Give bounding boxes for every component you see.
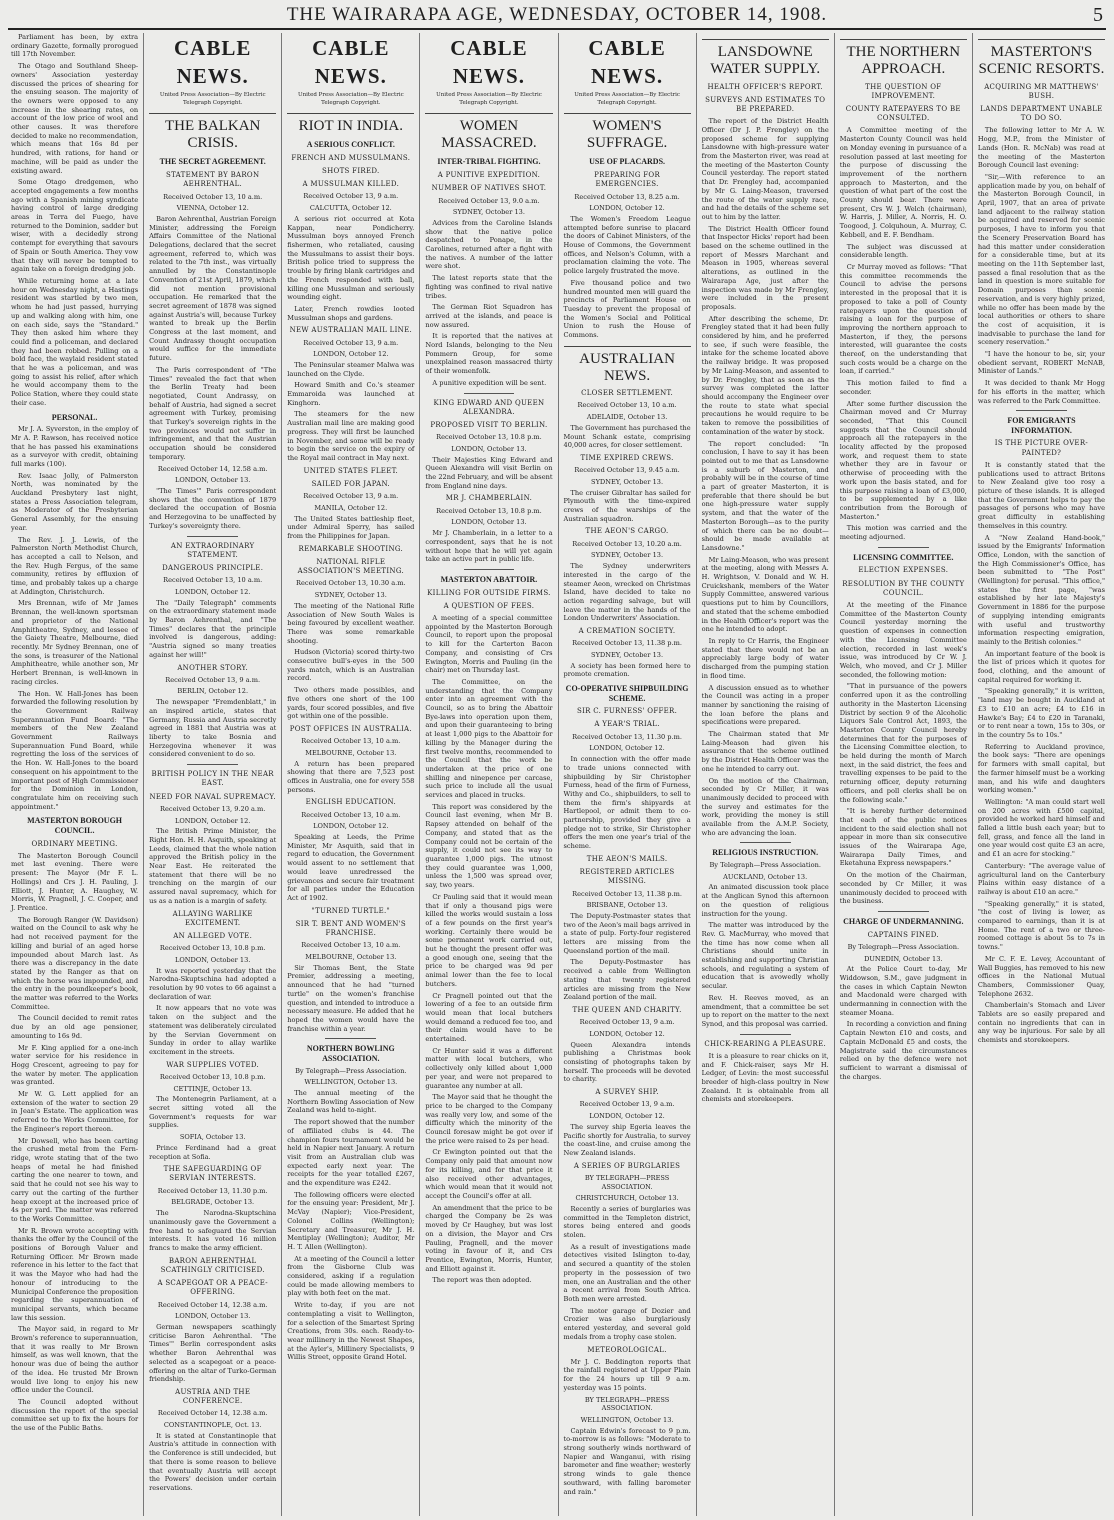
sub-heading: DANGEROUS PRINCIPLE.: [162, 563, 264, 572]
credit-line: United Press Association—By Electric Telegraph Copyright.: [436, 92, 542, 106]
paragraph: At a meeting of the Council a letter from the Gisborne Club was considered, asking if a regulation could be made allowing members to play with both feet on the mat.: [287, 1254, 415, 1298]
sub-heading: STATEMENT BY BARON AEHRENTHAL.: [165, 171, 260, 189]
advert-heading: CHICK-REARING A PLEASURE.: [704, 1039, 827, 1048]
columns: [6, 33, 1110, 1516]
paragraph: Five thousand police and two hundred mounted men will guard the precincts of Parliament House on Tuesday to prevent the proposal of the Women's Social and Political Union to rush the House of Commons.: [563, 278, 691, 340]
paragraph: Cr Ewington pointed out that the Company only paid that amount now for its killing, and for that price it also received other advantages, which would mean that it would not accept the Council's offer at all.: [425, 1148, 553, 1200]
paragraph: In connection with the offer made to trade unions connected with shipbuilding by Sir Christopher Furness, head of the firm of Furness, Withy and Co., shipbuilders, to sell to them the firm's shipyards at Hartlepool, or admit them to co-partnership, provided they give a pledge not to strike, Sir Christopher offers the men one year's trial of the scheme.: [563, 755, 691, 851]
paragraph: The Women's Freedom League attempted before sunrise to placard the doors of Cabinet Ministers, of the House of Commons, the Government offices, and Nelson's Column, with a proclamation claiming the vote. The police largely frustrated the move.: [563, 214, 691, 276]
paragraph: A discussion ensued as to whether the Council was acting in a proper manner by sanctioning the raising of the loan before the plans and specifications were prepared.: [701, 683, 829, 727]
dateline: Received October 13, 10 a.m.: [301, 737, 401, 746]
paragraph: The Mayor said that he thought the price to be charged to the Company was really very low, and some of the difficulty which the minority of the Council foresaw might be got over if the price were raised to 2s per head.: [425, 1093, 553, 1145]
paragraph: The Chairman stated that Mr Laing-Meason had given his assurance that the scheme outlined by the District Health Officer was the one he intended to carry out.: [701, 730, 829, 773]
sub-heading: ANOTHER STORY.: [177, 663, 249, 672]
paragraph: "Speaking generally," it is stated, "the cost of living is lower, as compared to earnings, than it is at Home. The rent of a two or three-roomed cottage is about 5s to 7s in towns.": [977, 899, 1105, 952]
paragraph: The German Riot Squadron has arrived at the islands, and peace is now assured.: [425, 303, 553, 329]
column-1: [6, 33, 143, 1516]
dateline: CETTINJE, October 13.: [173, 1084, 252, 1093]
paragraph: Cr Hunter said it was a different matter with local butchers, who collectively only killed about 1,000 per year, and were not prepared to guarantee any number at all.: [425, 1046, 553, 1090]
paragraph: Sir Thomas Bent, the State Premier, addressing a meeting, announced that he had "turned turtle" on the women's franchise question, and intended to introduce a necessary measure. He added that he hoped the women would have the franchise within a year.: [287, 963, 415, 1033]
paragraph: Their Majesties King Edward and Queen Alexandra will visit Berlin on the 22nd February, and will be absent from England nine days.: [425, 455, 553, 490]
paragraph: Mr Dowsell, who has been carting the crushed metal from the Fern-ridge, wrote stating that of the two heaps of metal he had finished carting the one nearer to town, and said that he could not see his way to carry out the carting of the further heap except at the increased price of 4s per yard. The matter was referred to the Works Committee.: [11, 1136, 139, 1223]
sub-heading: THE QUEEN AND CHARITY.: [572, 1006, 682, 1014]
dateline: Received October 13, 10.30 a.m.: [296, 579, 406, 588]
masthead-title: THE WAIRARAPA AGE, WEDNESDAY, OCTOBER 14, 1908.: [286, 4, 828, 25]
dateline: LONDON, October 12.: [589, 204, 665, 213]
paragraph: Some Otago dredgemen, who accepted engagements a few months ago with a Spanish mining syndicate having control of large dredging areas in Terra del Fuego, have returned to the Dominion, sadder but wiser, with a decidedly strong contempt for everything that savours of Spain or South America. They vow that they will never be tempted to again take on a foreign dredging job.: [11, 178, 139, 274]
paragraph: A punitive expedition will be sent.: [432, 378, 547, 387]
dateline: BERLIN, October 12.: [177, 687, 249, 696]
paragraph: Recently a series of burglaries was committed in the Templeton district, stores being entered and goods stolen.: [563, 1204, 691, 1240]
divider: [325, 1038, 376, 1039]
column-header: CABLE NEWS.: [174, 36, 252, 88]
paragraph: Cr Pragnell pointed out that the lowering of a fee to an outside firm would mean that local butchers would demand a reduced fee too, and their claim would have to be entertained.: [425, 991, 553, 1044]
dateline: SYDNEY, October 13.: [591, 650, 664, 659]
dateline: Received October 13, 10 a.m.: [163, 192, 263, 201]
paragraph: After some further discussion the Chairman moved and Cr Murray seconded, "That this Council suggests that the Council should approach all the ratepayers in the locality affected by the proposed work, and request them to state whether they are in favour or otherwise of proceeding with the work upon the basis stated, and for this purpose raising a loan of £3,000, to be supplemented by a like contribution from the Borough of Masterton.": [839, 399, 967, 521]
dateline: Received October 13, 10.20 a.m.: [572, 539, 682, 548]
paragraph: "That in pursuance of the powers conferred upon it as the controlling authority in the Masterton Licensing District by section 9 of the Alcoholic Liquors Sale Control Act, 1893, the Masterton County Council hereby determines that for the purposes of the Licensing Committee election, to be held during the month of March next, in the said district, the fees and travelling expenses to be paid to the returning officer, deputy returning officers, and poll clerks shall be on the following scale.": [839, 682, 967, 804]
paragraph: Mr C. F. E. Levey, Accountant of Wall Buggies, has removed to his new offices in the National Mutual Chambers, Commissioner Quay, Telephone 2632.: [977, 954, 1105, 998]
sub-heading: LANDS DEPARTMENT UNABLE TO DO SO.: [980, 104, 1103, 123]
paragraph: The District Health Officer found that Inspector Hicks' report had been based on the scheme outlined in the report of Messrs Marchant and Meason in 1905, whereas several alterations, as outlined in the Wairarapa Age, just after the inspection was made by Mr Frengley, were included in the present proposals.: [701, 224, 829, 311]
paragraph: Mr J. C. Beddington reports that the rainfall registered at Upper Plain for the 24 hours up till 9 a.m. yesterday was 15 points.: [563, 1357, 691, 1392]
paragraph: An important feature of the book is the list of prices which it quotes for food, clothing, and the amount of capital required for working it.: [977, 649, 1105, 684]
sub-heading: A SURVEY SHIP.: [595, 1088, 659, 1097]
paragraph: Rev. H. Reeves moved, as an amendment, that a committee be set up to report on the matter to the next Synod, and this proposal was carried.: [701, 993, 829, 1028]
paragraph: The Borough Ranger (W. Davidson) waited on the Council to ask why he had not received payment for the killing and burial of an aged horse impounded about March last. As there was a discrepancy in the date stated by the Ranger as that on which the horse was impounded, and the entry in the poundkeeper's book, the matter was referred to the Works Committee.: [11, 915, 139, 1011]
dateline: Received October 13, 9 a.m.: [165, 675, 261, 684]
credit-line: United Press Association—By Electric Telegraph Copyright.: [159, 92, 266, 106]
dateline: MELBOURNE, October 13.: [305, 748, 397, 757]
paragraph: The United States battleship fleet, under Admiral Sperry, has sailed from the Philippines for Japan.: [287, 514, 415, 540]
dateline: Received October 13, 9 a.m.: [303, 192, 399, 201]
masthead: [8, 2, 1106, 30]
sub-heading: WAR SUPPLIES VOTED.: [166, 1060, 260, 1069]
paragraph: The Montenegrin Parliament, at a secret sitting voted all the Government's requests for war supplies.: [149, 1095, 277, 1130]
paragraph: The newspaper "Fremdenblatt," in an inspired article, states that Germany, Russia and Austria secretly agreed in 1881 that Austria was at liberty to take Bosnia and Herzegovina whenever it was considered convenient to do so.: [149, 698, 277, 759]
section-heading: PERSONAL.: [51, 412, 98, 422]
paragraph: The cruiser Gibraltar has sailed for Plymouth with the time-expired crews of the warships of the Australian squadron.: [563, 488, 691, 523]
section-heading: MASTERTON ABATTOIR.: [440, 574, 538, 584]
paragraph: The motor garage of Dozier and Crozier was also burglariously entered yesterday, and several gold medals from a trophy case stolen.: [563, 1306, 691, 1341]
sub-heading: SURVEYS AND ESTIMATES TO BE PREPARED.: [705, 95, 826, 113]
paragraph: Advices from the Caroline Islands show that the native police despatched to Ponape, in the Carolines, returned after a fight with the natives. A number of the latter were shot.: [425, 218, 553, 271]
paragraph: Cr Murray moved as follows: "That this committee recommends the Council to advise the persons interested in the proposal that it is proposed to take a poll of County ratepayers upon the question of raising a loan for the purpose of improving the northern approach to Masterton, if they, the persons interested, will guarantee the costs thereof, on the understanding that such costs would be a charge on the loan, if carried.": [839, 262, 967, 376]
paragraph: After describing the scheme, Dr. Frengley stated that it had been fully considered by him, and he preferred to see, if such were feasible, the intake for the scheme located above the railway bridge. It was proposed by Mr Laing-Meason, and assented to by Dr. Frengley, that as soon as the survey was completed the latter should accompany the Engineer over the route to state what special precautions he would require to be taken to remove the possibilities of contamination of the water by stock.: [701, 314, 829, 436]
sub-heading: A MUSSULMAN KILLED.: [302, 180, 400, 189]
paragraph: Mr J. Chamberlain, in a letter to a correspondent, says that he is not without hope that he will yet again take an active part in public life.: [425, 529, 553, 564]
credit-line: United Press Association—By Electric Telegraph Copyright.: [574, 92, 680, 106]
divider: [1016, 410, 1067, 411]
sub-heading: ORDINARY MEETING.: [31, 839, 118, 848]
dateline: LONDON, October 12.: [175, 816, 251, 825]
paragraph: Mr J. A. Syverston, in the employ of Mr A. P. Rawson, has received notice that he has passed his examinations as a surveyor with credit, obtaining full marks (100).: [11, 425, 139, 468]
paragraph: Cr Pauling said that it would mean that if only a thousand pigs were killed the works would sustain a loss of a few pounds on the first year's working. Certainly there would be some permanent work carried out, but he thought the present offer was a good enough one, seeing that the price to be charged was 9d per animal lower than the fee to local butchers.: [425, 892, 553, 988]
paragraph: Prince Ferdinand had a great reception at Sofia.: [149, 1143, 277, 1161]
dateline: CHRISTCHURCH, October 13.: [575, 1194, 679, 1203]
sub-heading: NUMBER OF NATIVES SHOT.: [431, 184, 547, 193]
paragraph: "I have the honour to be, sir, your obedient servant, ROBERT McNAB, Minister of Lands.": [977, 350, 1105, 376]
sub-heading: METEOROLOGICAL.: [587, 1345, 667, 1354]
dateline: Received October 13, 10 a.m.: [163, 576, 263, 585]
dateline: MANILA, October 12.: [314, 503, 388, 512]
paragraph: "Speaking generally," it is written, "land may be bought in Auckland at £3 to £10 an acre; £4 to £16 in Hawke's Bay; £4 to £20 in Taranaki, or to rent near a town, 15s to 30s, or in the country 5s to 10s.": [977, 687, 1105, 739]
dateline: By Telegraph—Press Association.: [295, 1066, 407, 1075]
paragraph: The report concluded: "In conclusion, I have to say it has been pointed out to me that as Lansdowne is a suburb of Masterton, and probably will be in the course of time a part of greater Masterton, it is preferable that there should be but one high-pressure water supply system, and that the water of the Masterton Borough—as to the purity of which there can be no doubt—should be made available at Lansdowne.": [701, 439, 829, 552]
sub-heading: COUNTY RATEPAYERS TO BE CONSULTED.: [845, 104, 961, 123]
credit-line: United Press Association—By Electric Telegraph Copyright.: [297, 92, 404, 106]
sub-heading: ENGLISH EDUCATION.: [305, 798, 397, 807]
column-header: CABLE NEWS.: [312, 36, 390, 88]
dateline: Received October 14, 12.38 a.m.: [157, 1300, 268, 1309]
column-8: [972, 33, 1110, 1516]
sub-heading: UNITED STATES FLEET.: [303, 466, 399, 475]
paragraph: It was reported yesterday that the Narodna-Skuptschina had adopted a resolution by 90 votes to 66 against a declaration of war.: [149, 966, 277, 1001]
paragraph: The Narodna-Skuptschina unanimously gave the Government a free hand to safeguard the Servian interests. It has voted 16 million francs to make the army efficient.: [149, 1209, 277, 1252]
sub-heading: BARON AEHRENTHAL SCATHINGLY CRITICISED.: [160, 1256, 265, 1274]
sub-heading: A CREMATION SOCIETY.: [578, 627, 676, 636]
dateline: Received October 14, 12.38 a.m.: [157, 1409, 268, 1418]
advert-text: It is a pleasure to rear chicks on it, and F. Chick-raiser, says Mr H. Ledger, of Levin: the most successful breeder of high-class poultry in New Zealand. It is obtainable from all chemists and storekeepers.: [701, 1051, 829, 1104]
sub-heading: REMARKABLE SHOOTING.: [298, 544, 404, 553]
section-heading: NORTHERN BOWLING ASSOCIATION.: [306, 1044, 395, 1063]
paragraph: It now appears that no vote was taken on the subject and the statement was deliberately circulated by the Servian Government on Sunday in order to allay warlike excitement in the streets.: [149, 1004, 277, 1056]
paragraph: Mrs Brennan, wife of Mr James Brennan, the well-known sportsman and proprietor of the National Amphitheatre, Sydney, and lessee of the Gaiety Theatre, Melbourne, died recently. Mr Sydney Brennan, one of the sons, is treasurer of the National Amphitheatre, while another son, Mr Herbert Brennan, is well-known in racing circles.: [11, 599, 139, 686]
dateline: LONDON, October 13.: [451, 444, 527, 453]
dateline: ADELAIDE, October 13.: [586, 413, 668, 422]
dateline: SYDNEY, October 13.: [591, 477, 664, 486]
paragraph: Write to-day, if you are not contemplating a visit to Wellington, for a selection of the Smartest Spring Creations, from 30s. each. Ready-to-wear millinery in the Newest Shapes, at the Ayler's, Millinery Specialists, 9 Willis Street, opposite Grand Hotel.: [287, 1301, 415, 1362]
paragraph: As a result of investigations made detectives visited Islington to-day, and secured a quantity of the stolen property in the possession of two men, one an Australian and the other a recent arrival from South Africa. Both men were arrested.: [563, 1242, 691, 1303]
headline: THE NORTHERN APPROACH.: [840, 39, 967, 79]
divider: [878, 911, 929, 912]
paragraph: The "Daily Telegraph" comments on the extraordinary statement made by Baron Aehrenthal, and "The Times" declares that the principle involved is dangerous, adding: "Austria signed so many treaties against her will!": [149, 598, 277, 659]
paragraph: The Mayor said, in regard to Mr Brown's reference to superannuation, that it was really to Mr Brown himself, as was well known, that the honour was due of being the author of the idea. He trusted Mr Brown would live long to enjoy his new office under the Council.: [11, 1325, 139, 1395]
paragraph: Parliament has been, by extra ordinary Gazette, formally prorogued till 17th November.: [11, 33, 139, 59]
paragraph: An animated discussion took place at the Anglican Synod this afternoon on the question of religious instruction for the young.: [701, 883, 829, 918]
dateline: LONDON, October 12.: [313, 822, 389, 831]
paragraph: The matter was introduced by the Rev. G. MacMurray, who moved that the time has now come when all Christians should unite in establishing and supporting Christian schools, and regulating a system of education that is avowedly wholly secular.: [701, 921, 829, 991]
dateline: Received October 13, 9.0 a.m.: [438, 196, 540, 205]
paragraph: The survey ship Egeria leaves the Pacific shortly for Australia, to survey the coast-line, and cruise among the New Zealand islands.: [563, 1122, 691, 1157]
paragraph: Rev. Isaac Jolly, of Palmerston North, was nominated by the Auckland Presbytery last night, states a Press Association telegram, as Moderator of the Presbyterian General Assembly, for the ensuing year.: [11, 471, 139, 532]
paragraph: The Paris correspondent of "The Times" revealed the fact that when the Berlin Treaty had been negotiated, Count Andrassy, on behalf of Austria, had signed a secret agreement with Turkey, promising that Turkey's sovereign rights in the two provinces would not suffer in infringement, and that the Austrian occupation should be considered temporary.: [149, 365, 277, 461]
dateline: BY TELEGRAPH—PRESS ASSOCIATION.: [584, 1173, 670, 1191]
dateline: MELBOURNE, October 13.: [305, 953, 397, 962]
paragraph: The latest reports state that the fighting was confined to rival native tribes.: [425, 274, 553, 300]
sub-heading: THE SECRET AGREEMENT.: [159, 157, 266, 167]
dateline: Received October 13, 9 a.m.: [579, 1018, 675, 1027]
paragraph: Baron Aehrenthal, Austrian Foreign Minister, addressing the Foreign Affairs Committee of the National Delegations, declared that the secret agreement, referred to, which was related to the 7th inst., was virtually annulled by the Constantinople Convention of 21st April, 1879, which did not mention provisional occupation. He remarked that the secret agreement of 1878 was signed against Austria's will, because Turkey wanted to break up the Berlin Congress at the last moment, and Count Andrassy thought occupation would suffice for the immediate future.: [149, 214, 277, 363]
paragraph: Howard Smith and Co.'s steamer Emmaroida was launched at Kinghorn.: [287, 381, 415, 407]
paragraph: This report was considered by the Council last evening, when Mr B. Rapsey attended on behalf of the Company, and stated that as the Company could not be certain of the supply, it could not see its way to guarantee 1,000 pigs. The utmost they could guarantee was 1,000, unless the 1,500 was spread over, say, two years.: [425, 802, 553, 890]
divider: [464, 569, 515, 570]
sub-heading: CAPTAINS FINED.: [867, 930, 939, 939]
dateline: By Telegraph—Press Association.: [709, 861, 821, 870]
paragraph: Captain Edwin's forecast to 9 p.m. to-morrow is as follows: "Moderate to strong southerly winds northward of Napier and Wanganui, with rising barometer and fine weather; westerly strong winds to gale thence southward, with falling barometer and rain.": [563, 1426, 691, 1496]
paragraph: Hudson (Victoria) scored thirty-two consecutive bull's-eyes in the 500 yards match, which is an Australian record.: [287, 648, 415, 683]
paragraph: Mr R. Brown wrote accepting with thanks the offer by the Council of the positions of Borough Valuer and Returning Officer. Mr Brown made reference in his letter to the fact that it was the Mayor who had had the honour of introducing to the Municipal Conference the proposition regarding the superannuation of municipal servants, which became law this session.: [11, 1226, 139, 1322]
paragraph: In reply to Cr Harris, the Engineer stated that there would not be an appreciably large body of water discharged from the pumping station in flood time.: [701, 636, 829, 680]
dateline: Received October 13, 10.8 p.m.: [436, 433, 542, 442]
divider: [187, 536, 238, 537]
column-6: [696, 33, 834, 1516]
paragraph: The subject was discussed at considerable length.: [839, 242, 967, 260]
paragraph: The Council adopted without discussion the report of the special committee set up to fix the hours for the use of the Public Baths.: [11, 1397, 139, 1433]
paragraph: The Council decided to remit rates due by an old age pensioner, amounting to 16s 9d.: [11, 1014, 139, 1040]
paragraph: While returning home at a late hour on Wednesday night, a Hastings resident was startled by two men, whom he had just passed, hurrying up and walking along with him, one on each side, says the "Standard." They then asked him where they could find a policeman, and declared they had been robbed. Pulling on a bold face, the waylaid resident stated that he was a policeman, and was going to assist his relief, after which he would accompany them to the Police Station, where they could state their case.: [11, 276, 139, 407]
sub-heading: NEW AUSTRALIAN MAIL LINE.: [289, 326, 413, 335]
dateline: Received October 13, 11.38 p.m.: [572, 639, 682, 648]
dateline: Received October 13, 9 a.m.: [303, 338, 399, 347]
paragraph: The Sydney underwriters interested in the cargo of the steamer Aeon, wrecked on Christmas Island, have decided to take no action regarding salvage, but will leave the matter in the hands of the London Underwriters' Association.: [563, 562, 691, 623]
paragraph: An amendment that the price to be charged the Company be 2s was moved by Cr Haughey, but was lost on a division, the Mayor and Crs Pauling, Pragnell, and the mover voting in favour of it, and Crs Prentice, Ewington, Morris, Hunter, and Elliott against it.: [425, 1203, 553, 1273]
dateline: Received October 13, 10.8 p.m.: [159, 944, 266, 953]
dateline: Received October 13, 10 a.m.: [577, 401, 677, 410]
sub-heading: NEED FOR NAVAL SUPREMACY.: [149, 792, 276, 801]
paragraph: The Government has purchased the Mount Schank estate, comprising 40,000 acres, for closer settlement.: [563, 423, 691, 450]
section-heading: RELIGIOUS INSTRUCTION.: [712, 848, 819, 858]
dateline: Received October 13, 9 a.m.: [303, 492, 399, 501]
sub-heading: BRITISH POLICY IN THE NEAR EAST.: [151, 770, 274, 788]
section-heading: CO-OPERATIVE SHIPBUILDING SCHEME.: [565, 684, 689, 703]
sub-heading: REGISTERED ARTICLES MISSING.: [579, 868, 675, 886]
dateline: Received October 13, 8.25 a.m.: [574, 192, 680, 201]
dateline: LONDON, October 12.: [589, 1112, 665, 1121]
headline: THE BALKAN CRISIS.: [149, 113, 276, 153]
dateline: DUNEDIN, October 13.: [864, 954, 943, 963]
paragraph: At the meeting of the Finance Committee of the Masterton County Council yesterday morning the question of expenses in connection with the Licensing Committee election, recorded in last week's issue, was introduced by Cr W. J. Welch, who moved, and Cr J. Miller seconded, the following motion:: [839, 601, 967, 679]
paragraph: At the Police Court to-day, Mr Widdowson, S.M., gave judgment in the cases in which Captain Newton and Macdonald were charged with undermanning in connection with the steamer Moana.: [839, 965, 967, 1017]
paragraph: In recording a conviction and fining Captain Newton £10 and costs, and Captain McDonald £5 and costs, the Magistrate said the circumstances relied on by the defence were not sufficient to warrant a dismissal of the charges.: [839, 1020, 967, 1081]
dateline: CONSTANTINOPLE, Oct. 13.: [163, 1421, 262, 1430]
dateline: Received October 13, 10.8 p.m.: [436, 506, 542, 515]
sub-heading: SIR T. BENT AND WOMEN'S FRANCHISE.: [295, 919, 407, 938]
sub-heading: THE AEON'S MAILS.: [586, 854, 668, 863]
paragraph: "The Times'" Paris correspondent shows that the convention of 1879 declared the occupation of Bosnia and Herzegovina to be unaffected by Turkey's sovereignty there.: [149, 487, 277, 530]
divider: [740, 1034, 791, 1035]
dateline: Received October 13, 11.38 p.m.: [572, 889, 682, 898]
dateline: Received October 13, 9.20 a.m.: [160, 804, 266, 813]
sub-heading: ALLAYING WARLIKE EXCITEMENT.: [172, 909, 253, 927]
column-2: [143, 33, 281, 1516]
section-heading: FOR EMIGRANTS INFORMATION.: [1007, 416, 1076, 435]
sub-heading: A QUESTION OF FEES.: [443, 601, 535, 610]
paragraph: The steamers for the new Australian mail line are making good progress. They will first be launched in November, and some will be ready to begin the service on the expiry of the Royal mail contract in May next.: [287, 410, 415, 462]
dateline: LONDON, October 12.: [589, 1029, 665, 1038]
dateline: LONDON, October 13.: [451, 518, 527, 527]
dateline: Received October 13, 11.30 p.m.: [572, 732, 682, 741]
sub-heading: ELECTION EXPENSES.: [858, 566, 949, 575]
dateline: BRISBANE, October 13.: [586, 901, 668, 910]
paragraph: It is reported that the natives at Nord Islands, belonging to the Neu Pommern Group, for some unexplained reason massacred thirty of their womenfolk.: [425, 332, 553, 376]
paragraph: German newspapers scathingly criticise Baron Aehrenthal. "The Times'" Berlin correspondent asks whether Baron Aehrenthal was selected as a scapegoat or a peace-offering on the altar of Turko-German friendship.: [149, 1322, 277, 1384]
sub-heading: SHOTS FIRED.: [322, 167, 380, 176]
paragraph: On the motion of the Chairman, seconded by Cr Miller, it was unanimously decided to proceed with the survey and estimates for the work, providing the money is still available from the A.M.P. Society, who are advancing the loan.: [701, 776, 829, 837]
paragraph: Canterbury: "The average value of agricultural land on the Canterbury Plains within easy distance of a railway is about £10 an acre.": [977, 861, 1105, 896]
paragraph: The following letter to Mr A. W. Hogg, M.P., from the Minister of Lands (Hon. R. McNab) was read at the meeting of the Masterton Borough Council last evening:: [977, 126, 1105, 170]
section-heading: CHARGE OF UNDERMANNING.: [843, 916, 964, 926]
dateline: LONDON, October 12.: [589, 744, 665, 753]
column-header: CABLE NEWS.: [450, 36, 528, 88]
paragraph: The Hon. W. Hall-Jones has been forwarded the following resolution by the Government Railway Superannuation Fund Board: "The members of the New Zealand Government Railways Superannuation Fund Board, while regretting the loss of the services of the Hon. W. Hall-Jones to the board consequent on his appointment to the important post of High Commissioner for the Dominion in London, congratulate him on receiving such appointment.": [11, 689, 139, 811]
dateline: LONDON, October 13.: [175, 476, 251, 485]
paragraph: Chamberlain's Stomach and Liver Tablets are so easily prepared and contain no ingredients that can in any way be injurious. For sale by all chemists and storekeepers.: [977, 1001, 1105, 1045]
section-heading: LICENSING COMMITTEE.: [853, 552, 954, 562]
sub-heading: MR J. CHAMBERLAIN.: [445, 494, 533, 503]
column-5: [558, 33, 696, 1516]
sub-heading: A SERIOUS CONFLICT.: [306, 140, 395, 150]
paragraph: It is constantly stated that the publications used to attract Britons to New Zealand give too rosy a picture of these islands. It is alleged that the Government helps to pay the passages of persons who may have great difficulty in establishing themselves in this country.: [977, 460, 1105, 530]
dateline: LONDON, October 13.: [175, 1312, 251, 1321]
sub-heading: CLOSER SETTLEMENT.: [581, 389, 674, 398]
sub-heading: PREPARING FOR EMERGENCIES.: [594, 171, 661, 189]
sub-heading: AN EXTRAORDINARY STATEMENT.: [170, 541, 255, 559]
sub-heading: THE QUESTION OF IMPROVEMENT.: [865, 82, 942, 100]
paragraph: The Masterton Borough Council met last evening. There were present: The Mayor (Mr F. L. Hollings) and Crs J. H. Pauling, J. Elliott, J. Hunter, A. Haughey, W. Morris, W. Pragnell, J. C. Cooper, and J. Prentice.: [11, 851, 139, 912]
sub-heading: SIR C. FURNESS' OFFER.: [576, 707, 678, 716]
paragraph: Two others made possibles, and five others one short of the 100 yards, four scored possibles, and five got within one of the possible.: [287, 686, 415, 721]
sub-heading: USE OF PLACARDS.: [589, 157, 666, 167]
sub-heading: POST OFFICES IN AUSTRALIA.: [289, 724, 412, 733]
dateline: BY TELEGRAPH—PRESS ASSOCIATION.: [584, 1395, 670, 1413]
dateline: SYDNEY, October 13.: [314, 591, 387, 600]
dateline: VIENNA, October 12.: [176, 204, 249, 213]
paragraph: Speaking at Leeds, the Prime Minister, Mr Asquith, said that in regard to education, the Government would assent to no settlement that would leave unredressed the grievances and secure fair treatment for all parties under the Education Act of 1902.: [287, 833, 415, 902]
paragraph: Mr F. King applied for a one-inch water service for his residence in Hogg Crescent, agreeing to pay for the water by meter. The application was granted.: [11, 1043, 139, 1087]
sub-heading: AN ALLEGED VOTE.: [173, 932, 253, 941]
section-heading: MASTERTON BOROUGH COUNCIL.: [27, 816, 123, 835]
dateline: SYDNEY, October 13.: [591, 551, 664, 560]
paragraph: The Deputy-Postmaster states that two of the Aeon's mail bags arrived in a state of pulp. Forty-four registered letters are missing from the Queensland portion of the mail.: [563, 911, 691, 955]
dateline: By Telegraph—Press Association.: [847, 942, 960, 951]
dateline: WELLINGTON, October 13.: [304, 1078, 398, 1087]
column-3: [281, 33, 419, 1516]
paragraph: The Rev. J. J. Lewis, of the Palmerston North Methodist Church, has accepted a call to Nelson, and the Rev. Hugh Fergus, of the same community, retires by effluxion of time, and probably takes up a charge at Addington, Christchurch.: [11, 535, 139, 596]
sub-heading: PROPOSED VISIT TO BERLIN.: [430, 421, 548, 430]
dateline: SOFIA, October 13.: [179, 1133, 246, 1142]
paragraph: The report of the District Health Officer (Dr J. P. Frengley) on the proposed scheme for supplying Lansdowne with high-pressure water from the Masterton river, was read at the meeting of the Masterton County Council yesterday. The report stated that Dr. Frengley had, accompanied by Mr G. Laing-Meason, traversed the route of the water supply race, and had the details of the scheme set out to him by the latter.: [701, 117, 829, 221]
paragraph: Queen Alexandra intends publishing a Christmas book consisting of photographs taken by herself. The proceeds will be devoted to charity.: [563, 1040, 691, 1084]
paragraph: The Otago and Southland Sheep-owners' Association yesterday discussed the prices of shearing for the ensuing season. The majority of the owners were opposed to any increase in the shearing rates, on account of the low price of wool and other causes. It was therefore decided to make no recommendation, which means that 16s 8d per hundred, with rations, for hand or machine, will be paid as under the existing award.: [11, 62, 139, 175]
sub-heading: KING EDWARD AND QUEEN ALEXANDRA.: [433, 398, 545, 416]
paragraph: Later, French rowdies looted Mussulman shops and gardens.: [287, 304, 415, 322]
dateline: Received October 13, 10 a.m.: [301, 941, 401, 950]
sub-heading: HEALTH OFFICER'S REPORT.: [707, 82, 823, 91]
divider: [740, 842, 791, 843]
dateline: CALCUTTA, October 12.: [309, 204, 392, 213]
paragraph: Mr Laing-Meason, who was present at the meeting, along with Messrs A. H. Wrightson, V. Donald and W. H. Cruickshank, members of the Water Supply Committee, answered various questions put to him by Councillors, and stated that the scheme embodied in the Health Officer's report was the one he intended to adopt.: [701, 555, 829, 634]
paragraph: A serious riot occurred at Kota Kappan, near Pondicherry. Mussulman boys annoyed French fishermen, who retaliated, causing the Mussulmans to assist their boys. British police tried to suppress the trouble by firing blank cartridges and the French responded with ball, killing one Mussulman and seriously wounding eight.: [287, 214, 415, 302]
sub-heading: THE SAFEGUARDING OF SERVIAN INTERESTS.: [163, 1165, 262, 1183]
dateline: Received October 13, 11.30 p.m.: [157, 1186, 268, 1195]
paragraph: The British Prime Minister, the Right Hon. H. H. Asquith, speaking at Leeds, claimed that the whole nation approved the British policy in the Near East. He reiterated the statement that there will be no trenching on the margin of our assured naval supremacy, which for us as a nation is a margin of safety.: [149, 827, 277, 905]
dateline: Received October 13, 10.8 p.m.: [159, 1072, 266, 1081]
sub-heading: A PUNITIVE EXPEDITION.: [437, 171, 541, 180]
column-header: CABLE NEWS.: [588, 36, 666, 88]
headline: WOMEN'S SUFFRAGE.: [564, 113, 691, 153]
dateline: WELLINGTON, October 13.: [580, 1415, 674, 1424]
paragraph: The following officers were elected for the ensuing year: President, Mr J. McVay (Napier); Vice-President, Colonel Collins (Wellington); Secretary and Treasurer, Mr J. H. Mentiplay (Wellington); Auditor, Mr H. T. Allen (Wellington).: [287, 1190, 415, 1251]
paragraph: A return has been prepared showing that there are 7,523 post offices in Australia, one for every 558 persons.: [287, 759, 415, 794]
sub-heading: IS THE PICTURE OVER-PAINTED?: [994, 439, 1089, 457]
dateline: SYDNEY, October 13.: [452, 208, 525, 217]
paragraph: The Deputy-Postmaster has received a cable from Wellington stating that twenty registered articles are missing from the New Zealand portion of the mail.: [563, 958, 691, 1002]
paragraph: A Committee meeting of the Masterton County Council was held on Monday evening in pursuance of a resolution passed at last meeting for the purpose of discussing the improvement of the northern approach to Masterton, and the question of what part of the cost the County should bear. There were present, Crs W. J. Welch (chairman), W. Harris, J. Miller, A. Norris, H. O. Toogood, J. Colquhoun, A. Murray, C. Kebbell, and E. F. Bendham.: [839, 126, 967, 239]
headline: LANSDOWNE WATER SUPPLY.: [702, 39, 829, 79]
dateline: BELGRADE, October 13.: [171, 1198, 255, 1207]
sub-heading: FRENCH AND MUSSULMANS.: [291, 153, 411, 162]
headline: RIOT IN INDIA.: [287, 113, 414, 135]
column-7: [834, 33, 972, 1516]
sub-heading: AUSTRIA AND THE CONFERENCE.: [175, 1387, 251, 1406]
sub-heading: KILLING FOR OUTSIDE FIRMS.: [427, 588, 551, 597]
sub-heading: A SERIES OF BURGLARIES: [573, 1161, 681, 1170]
dateline: Received October 13, 9.45 a.m.: [574, 466, 680, 475]
sub-heading: THE AEON'S CARGO.: [585, 527, 669, 536]
paragraph: On the motion of the Chairman, seconded by Cr Miller, it was unanimously decided to proceed with the business.: [839, 871, 967, 906]
paragraph: This motion was carried and the meeting adjourned.: [839, 524, 967, 542]
sub-heading: NATIONAL RIFLE ASSOCIATION'S MEETING.: [297, 557, 405, 576]
dateline: Received October 13, 9 a.m.: [579, 1100, 675, 1109]
divider: [878, 547, 929, 548]
paragraph: It is stated at Constantinople that Austria's attitude in connection with the Conference is still undecided, but that there is some reason to believe that eventually Austria will accept the Powers' decision under certain reservations.: [149, 1431, 277, 1492]
paragraph: The meeting of the National Rifle Association of New South Wales is being favoured by excellent weather. There was some remarkable shooting.: [287, 601, 415, 645]
sub-heading: SAILED FOR JAPAN.: [311, 479, 390, 488]
dateline: AUCKLAND, October 13.: [723, 872, 808, 881]
divider: [464, 393, 515, 394]
paragraph: A meeting of a special committee appointed by the Masterton Borough Council, to report upon the proposal to kill for the Carterton Bacon Company, and consisting of Crs Ewington, Morris and Pauling (in the chair) met on Thursday last.: [425, 614, 553, 675]
dateline: Received October 14, 12.58 a.m.: [157, 464, 268, 473]
paragraph: "It is hereby further determined that each of the public notices incident to the said election shall not appear in more than six consecutive issues of the Wairarapa Age, Wairarapa Daily Times, and Eketahuna Express newspapers.": [839, 807, 967, 868]
page-number: 5: [1093, 3, 1104, 26]
paragraph: Referring to Auckland province, the book says: "There are openings for farmers with small capital, but the farmer himself must be a working man, and his wife and daughters working women.": [977, 742, 1105, 795]
dateline: LONDON, October 12.: [313, 350, 389, 359]
sub-heading: A YEAR'S TRIAL.: [594, 720, 660, 729]
paragraph: The Committee, on the understanding that the Company enter into an agreement with the Council, so as to bring the Abattoir Bye-laws into operation upon them, and upon their guaranteeing to bring at least 1,000 pigs to the Abattoir for killing by the Manager during the first twelve months, recommended to the Council that the work be undertaken at the price of one shilling and ninepence per carcase, such price to include all the usual services and placed in trucks.: [425, 677, 553, 800]
dateline: LONDON, October 12.: [175, 587, 251, 596]
divider: [187, 764, 238, 765]
paragraph: The annual meeting of the Northern Bowling Association of New Zealand was held to-night.: [287, 1088, 415, 1115]
sub-heading: ACQUIRING MR MATTHEWS' BUSH.: [984, 82, 1099, 100]
headline: WOMEN MASSACRED.: [425, 113, 552, 153]
sub-heading: INTER-TRIBAL FIGHTING.: [437, 157, 541, 167]
paragraph: This motion failed to find a seconder.: [839, 379, 967, 396]
paragraph: Wellington: "A man could start well on 200 acres with £500 capital, provided he worked hard himself and falled a little bush each year; but to fell, grass, and fence all the land in one year would cost quite £3 an acre, and £1 an acre for stocking.": [977, 797, 1105, 859]
paragraph: It was decided to thank Mr Hogg for his efforts in the matter, which was referred to the Park Committee.: [977, 379, 1105, 405]
paragraph: The report showed that the number of affiliated clubs is 44. The champion fours tournament would be held in Napier next January. A return visit from an Australian club was expected early next year. The receipts for the year totalled £267, and the expenditure was £242.: [287, 1118, 415, 1188]
paragraph: The report was then adopted.: [432, 1276, 532, 1285]
column-4: [419, 33, 557, 1516]
dateline: Received October 13, 10 a.m.: [301, 810, 401, 819]
paragraph: The Peninsular steamer Malwa was launched on the Clyde.: [287, 360, 415, 378]
sub-heading: "TURNED TURTLE.": [311, 906, 391, 915]
sub-heading: TIME EXPIRED CREWS.: [580, 454, 674, 462]
sub-heading: RESOLUTION BY THE COUNTY COUNCIL.: [842, 579, 965, 597]
paragraph: A "New Zealand Hand-book," issued by the Emigrants' Information Office, London, with the sanction of the High Commissioner's Office, has been submitted to "The Post" (Wellington) for perusal. "This office," states the first page, "was established by her late Majesty's Government in 1886 for the purpose of supplying intending emigrants with useful and trustworthy information respecting emigration, mainly to the British colonies.": [977, 533, 1105, 646]
paragraph: A society has been formed here to promote cremation.: [563, 661, 691, 679]
headline: MASTERTON'S SCENIC RESORTS.: [978, 39, 1105, 79]
paragraph: Mr W. G. Lett applied for an extension of the water to section 29 in Jean's Estate. The application was referred to the Works Committee, for the Engineer's report thereon.: [11, 1090, 139, 1133]
dateline: LONDON, October 13.: [175, 955, 251, 964]
headline: AUSTRALIAN NEWS.: [564, 346, 691, 386]
sub-heading: A SCAPEGOAT OR A PEACE-OFFERING.: [157, 1279, 268, 1297]
paragraph: "Sir,—With reference to an application made by you, on behalf of the Masterton Borough Council, in April, 1907, that an area of private land adjacent to the railway station be acquired and reserved for scenic purposes, I have to inform you that the Scenery Preservation Board has had this matter under consideration for a considerable time, but at its meeting on the 11th September last, passed a final resolution that as the land in question is more suitable for Domain purposes than scenic reservation, and is very highly prized, while no offer has been made by the local authorities or others to share the cost of acquisition, it is inadvisable to purchase the land for scenery reservation.": [977, 172, 1105, 347]
